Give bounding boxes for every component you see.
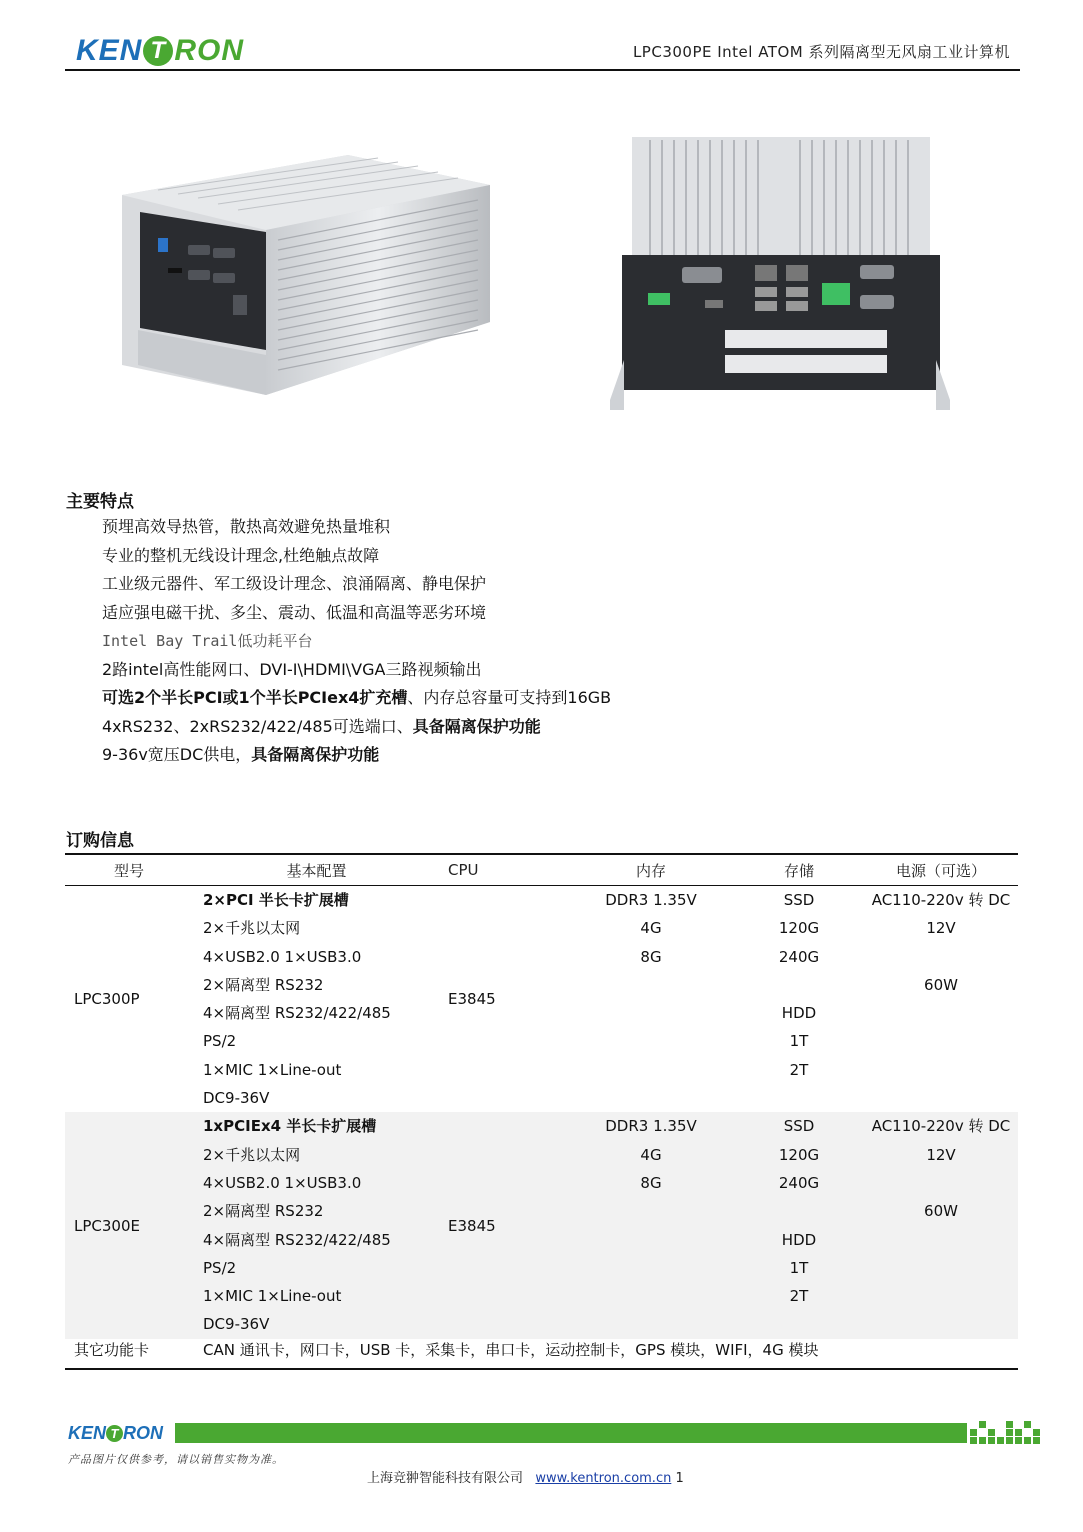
config-line: 2×PCI 半长卡扩展槽 <box>203 891 349 909</box>
feature-item: 2路intel高性能网口、DVI-I\HDMI\VGA三路视频输出 <box>102 659 482 679</box>
storage-line: HDD <box>781 1004 817 1023</box>
feature-text: 9-36v宽压DC供电， <box>102 745 252 764</box>
header-title: LPC300PE Intel ATOM 系列隔离型无风扇工业计算机 <box>632 43 1010 61</box>
cpu-cell: E3845 <box>448 1216 496 1235</box>
config-line: DC9-36V <box>203 1089 270 1108</box>
storage-line: HDD <box>781 1230 817 1249</box>
memory-line: 4G <box>640 919 662 938</box>
header-storage: 存储 <box>734 854 864 886</box>
footer-company-line <box>367 1467 684 1486</box>
features-title: 主要特点 <box>66 492 134 512</box>
feature-item <box>102 687 611 716</box>
footer-logo-t-icon: T <box>106 1425 123 1442</box>
storage-line: SSD <box>783 1117 815 1136</box>
footer-logo-right: RON <box>123 1422 164 1443</box>
power-line: AC110-220v 转 DC <box>871 891 1011 909</box>
memory-cell <box>568 1112 734 1338</box>
feature-item <box>102 716 611 745</box>
memory-line: 4G <box>640 1145 662 1164</box>
power-line: 60W <box>924 975 958 994</box>
other-label: 其它功能卡 <box>65 1339 193 1369</box>
storage-line: SSD <box>783 891 815 909</box>
config-cell <box>193 1112 440 1338</box>
config-cell <box>193 886 440 1113</box>
cpu-cell: E3845 <box>448 990 496 1009</box>
order-table <box>65 853 1018 1370</box>
config-line: 4×隔离型 RS232/422/485 <box>203 1230 391 1249</box>
header-power: 电源（可选） <box>864 854 1018 886</box>
power-cell <box>864 1112 1018 1338</box>
footer-bar <box>175 1423 967 1443</box>
other-value: CAN 通讯卡，网口卡，USB 卡，采集卡，串口卡，运动控制卡，GPS 模块，WIFI，4G 模块 <box>193 1339 1018 1369</box>
table-row <box>65 886 1018 1113</box>
storage-line: 2T <box>789 1287 809 1306</box>
config-line: 4×隔离型 RS232/422/485 <box>203 1004 391 1023</box>
company-name: 上海竞翀智能科技有限公司 <box>367 1471 524 1486</box>
config-line: 1xPCIEx4 半长卡扩展槽 <box>203 1117 377 1136</box>
storage-line: 2T <box>789 1060 809 1079</box>
storage-cell <box>734 886 864 1113</box>
power-line: AC110-220v 转 DC <box>871 1117 1011 1136</box>
memory-line: DDR3 1.35V <box>605 891 697 909</box>
power-cell <box>864 886 1018 1113</box>
feature-item: Intel Bay Trail低功耗平台 <box>102 632 313 650</box>
footer-squares-decoration <box>970 1421 1045 1445</box>
header-model: 型号 <box>65 854 193 886</box>
memory-cell <box>568 886 734 1113</box>
power-line <box>864 943 1018 971</box>
model-cell: LPC300P <box>74 990 140 1009</box>
website-link[interactable]: www.kentron.com.cn <box>535 1471 672 1486</box>
storage-line: 240G <box>778 1173 820 1192</box>
config-line: DC9-36V <box>203 1315 270 1334</box>
kentron-logo <box>76 34 244 68</box>
feature-highlight: 具备隔离保护功能 <box>412 716 541 736</box>
power-line: 12V <box>926 919 956 938</box>
feature-item: 适应强电磁干扰、多尘、震动、低温和高温等恶劣环境 <box>102 602 487 622</box>
power-line: 60W <box>924 1202 958 1221</box>
storage-line: 120G <box>778 1145 820 1164</box>
power-line <box>864 1169 1018 1197</box>
power-line: 12V <box>926 1145 956 1164</box>
storage-line: 1T <box>789 1258 809 1277</box>
product-photo-angled <box>118 150 496 400</box>
config-line: 2×千兆以太网 <box>203 1145 301 1164</box>
page-number: 1 <box>675 1471 684 1486</box>
storage-line: 120G <box>778 919 820 938</box>
footer-logo <box>68 1423 163 1443</box>
memory-line: 8G <box>640 947 662 966</box>
storage-line: 240G <box>778 947 820 966</box>
feature-text: 、内存总容量可支持到16GB <box>407 688 612 707</box>
header-memory: 内存 <box>568 854 734 886</box>
feature-text: 4xRS232、2xRS232/422/485可选端口、 <box>102 716 413 736</box>
config-line: 4×USB2.0 1×USB3.0 <box>203 947 362 966</box>
product-photo-rear <box>610 135 950 410</box>
feature-item: 专业的整机无线设计理念,杜绝触点故障 <box>102 545 380 565</box>
order-table-header <box>65 854 1018 886</box>
logo-text-left: KEN <box>76 34 143 67</box>
table-row-other <box>65 1339 1018 1369</box>
feature-highlight: 可选2个半长PCI或1个半长PCIex4扩充槽 <box>102 688 408 707</box>
config-line: 2×隔离型 RS232 <box>203 1202 324 1221</box>
config-line: 1×MIC 1×Line-out <box>203 1060 342 1079</box>
memory-line: DDR3 1.35V <box>605 1117 697 1136</box>
logo-t-icon: T <box>143 36 173 66</box>
storage-line <box>734 971 864 999</box>
config-line: 1×MIC 1×Line-out <box>203 1287 342 1306</box>
model-cell: LPC300E <box>74 1216 140 1235</box>
header-cpu: CPU <box>440 854 568 886</box>
features-list <box>102 516 611 773</box>
footer-note: 产品图片仅供参考，请以销售实物为准。 <box>68 1453 284 1466</box>
storage-line: 1T <box>789 1032 809 1051</box>
header-rule <box>65 69 1020 71</box>
table-row <box>65 1112 1018 1338</box>
order-title: 订购信息 <box>66 831 134 851</box>
config-line: 2×隔离型 RS232 <box>203 975 324 994</box>
feature-item: 工业级元器件、军工级设计理念、浪涌隔离、静电保护 <box>102 574 487 593</box>
storage-line <box>734 1197 864 1225</box>
config-line: 4×USB2.0 1×USB3.0 <box>203 1173 362 1192</box>
config-line: PS/2 <box>203 1032 237 1051</box>
logo-text-right: RON <box>174 34 245 67</box>
header-config: 基本配置 <box>193 854 440 886</box>
storage-cell <box>734 1112 864 1338</box>
memory-line: 8G <box>640 1173 662 1192</box>
feature-item: 预埋高效导热管，散热高效避免热量堆积 <box>102 517 391 536</box>
config-line: PS/2 <box>203 1258 237 1277</box>
feature-highlight: 具备隔离保护功能 <box>251 745 380 764</box>
footer-logo-left: KEN <box>68 1422 107 1443</box>
config-line: 2×千兆以太网 <box>203 919 301 938</box>
feature-item <box>102 744 611 773</box>
